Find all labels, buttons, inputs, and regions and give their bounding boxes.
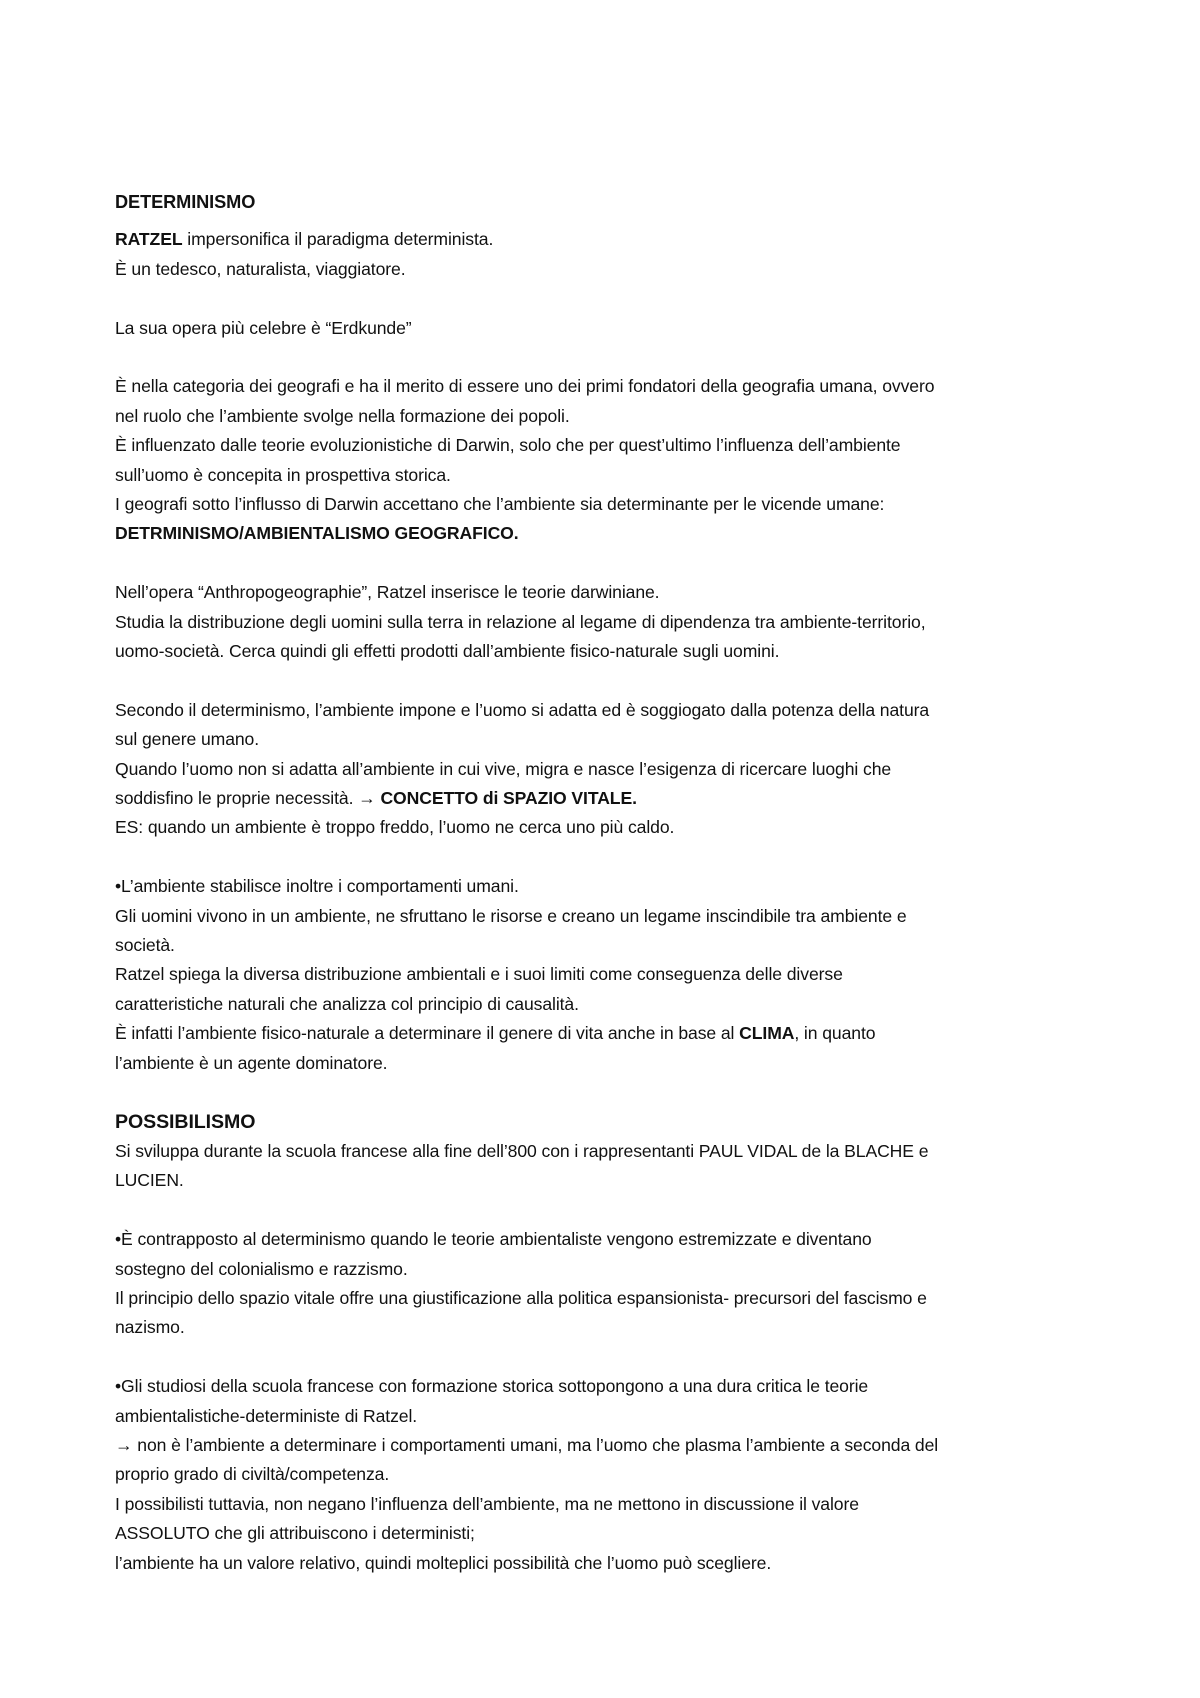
paragraph-line [115, 225, 1105, 254]
paragraph-line: sull’uomo è concepita in prospettiva storica. [115, 464, 451, 485]
paragraph-line: È influenzato dalle teorie evoluzionistiche di Darwin, solo che per quest’ultimo l’influenza dell’ambiente [115, 435, 901, 456]
paragraph-line: È un tedesco, naturalista, viaggiatore. [115, 258, 406, 279]
paragraph-line: ES: quando un ambiente è troppo freddo, l’uomo ne cerca uno più caldo. [115, 817, 675, 838]
bullet-line: •L’ambiente stabilisce inoltre i comportamenti umani. [115, 876, 519, 897]
paragraph-line: ambientalistiche-deterministe di Ratzel. [115, 1405, 418, 1426]
paragraph-line: Quando l’uomo non si adatta all’ambiente in cui vive, migra e nasce l’esigenza di ricercare luoghi che [115, 758, 892, 779]
bullet-line: •È contrapposto al determinismo quando le teorie ambientaliste vengono estremizzate e diventano [115, 1229, 872, 1250]
text-span: impersonifica il paradigma determinista. [182, 229, 494, 250]
paragraph-line: I geografi sotto l’influsso di Darwin accettano che l’ambiente sia determinante per le vicende umane: [115, 494, 885, 515]
keyword-ratzel: RATZEL [115, 229, 183, 250]
paragraph-line [115, 784, 1105, 813]
paragraph-line: uomo-società. Cerca quindi gli effetti prodotti dall’ambiente fisico-naturale sugli uomini. [115, 641, 780, 662]
keyword-spazio-vitale: CONCETTO di SPAZIO VITALE. [380, 788, 637, 809]
keyword-determinismo-geografico: DETRMINISMO/AMBIENTALISMO GEOGRAFICO. [115, 523, 519, 544]
paragraph-line [115, 1019, 1105, 1048]
paragraph-line: Secondo il determinismo, l’ambiente impone e l’uomo si adatta ed è soggiogato dalla potenza della natura [115, 699, 930, 720]
paragraph-line: LUCIEN. [115, 1170, 184, 1191]
paragraph-line: sostegno del colonialismo e razzismo. [115, 1258, 408, 1279]
paragraph-line: Nell’opera “Anthropogeographie”, Ratzel inserisce le teorie darwiniane. [115, 582, 660, 603]
section-title-possibilismo: POSSIBILISMO [115, 1110, 256, 1133]
paragraph-line: Il principio dello spazio vitale offre una giustificazione alla politica espansionista- precursori del fascismo e [115, 1287, 927, 1308]
paragraph-line: Ratzel spiega la diversa distribuzione ambientali e i suoi limiti come conseguenza delle diverse [115, 964, 843, 985]
text-span: È infatti l’ambiente fisico-naturale a determinare il genere di vita anche in base al [115, 1023, 740, 1044]
paragraph-line: caratteristiche naturali che analizza col principio di causalità. [115, 993, 579, 1014]
text-span: , in quanto [794, 1023, 876, 1044]
paragraph-line: società. [115, 935, 175, 956]
paragraph-line: La sua opera più celebre è “Erdkunde” [115, 317, 412, 338]
paragraph-line: sul genere umano. [115, 729, 260, 750]
paragraph-line: → non è l’ambiente a determinare i comportamenti umani, ma l’uomo che plasma l’ambiente a seconda del [115, 1434, 939, 1455]
paragraph-line: Studia la distribuzione degli uomini sulla terra in relazione al legame di dipendenza tra ambiente-territorio, [115, 611, 926, 632]
keyword-clima: CLIMA [739, 1023, 795, 1044]
paragraph-line: ASSOLUTO che gli attribuiscono i deterministi; [115, 1523, 475, 1544]
paragraph-line: nazismo. [115, 1317, 185, 1338]
paragraph-line: Si sviluppa durante la scuola francese alla fine dell’800 con i rappresentanti PAUL VIDAL de la BLACHE e [115, 1140, 929, 1161]
paragraph-line: nel ruolo che l’ambiente svolge nella formazione dei popoli. [115, 405, 570, 426]
paragraph-line: proprio grado di civiltà/competenza. [115, 1464, 390, 1485]
bullet-line: •Gli studiosi della scuola francese con formazione storica sottopongono a una dura critica le teorie [115, 1376, 869, 1397]
paragraph-line: È nella categoria dei geografi e ha il merito di essere uno dei primi fondatori della geografia umana, ovvero [115, 376, 935, 397]
paragraph-line: I possibilisti tuttavia, non negano l’influenza dell’ambiente, ma ne mettono in discussione il valore [115, 1493, 859, 1514]
paragraph-line: l’ambiente ha un valore relativo, quindi molteplici possibilità che l’uomo può scegliere. [115, 1552, 772, 1573]
paragraph-line: l’ambiente è un agente dominatore. [115, 1052, 388, 1073]
section-title-determinismo: DETERMINISMO [115, 192, 256, 212]
paragraph-line: Gli uomini vivono in un ambiente, ne sfruttano le risorse e creano un legame inscindibile tra ambiente e [115, 905, 907, 926]
document-body [115, 188, 1105, 1578]
text-span: soddisfino le proprie necessità. → [115, 788, 381, 809]
